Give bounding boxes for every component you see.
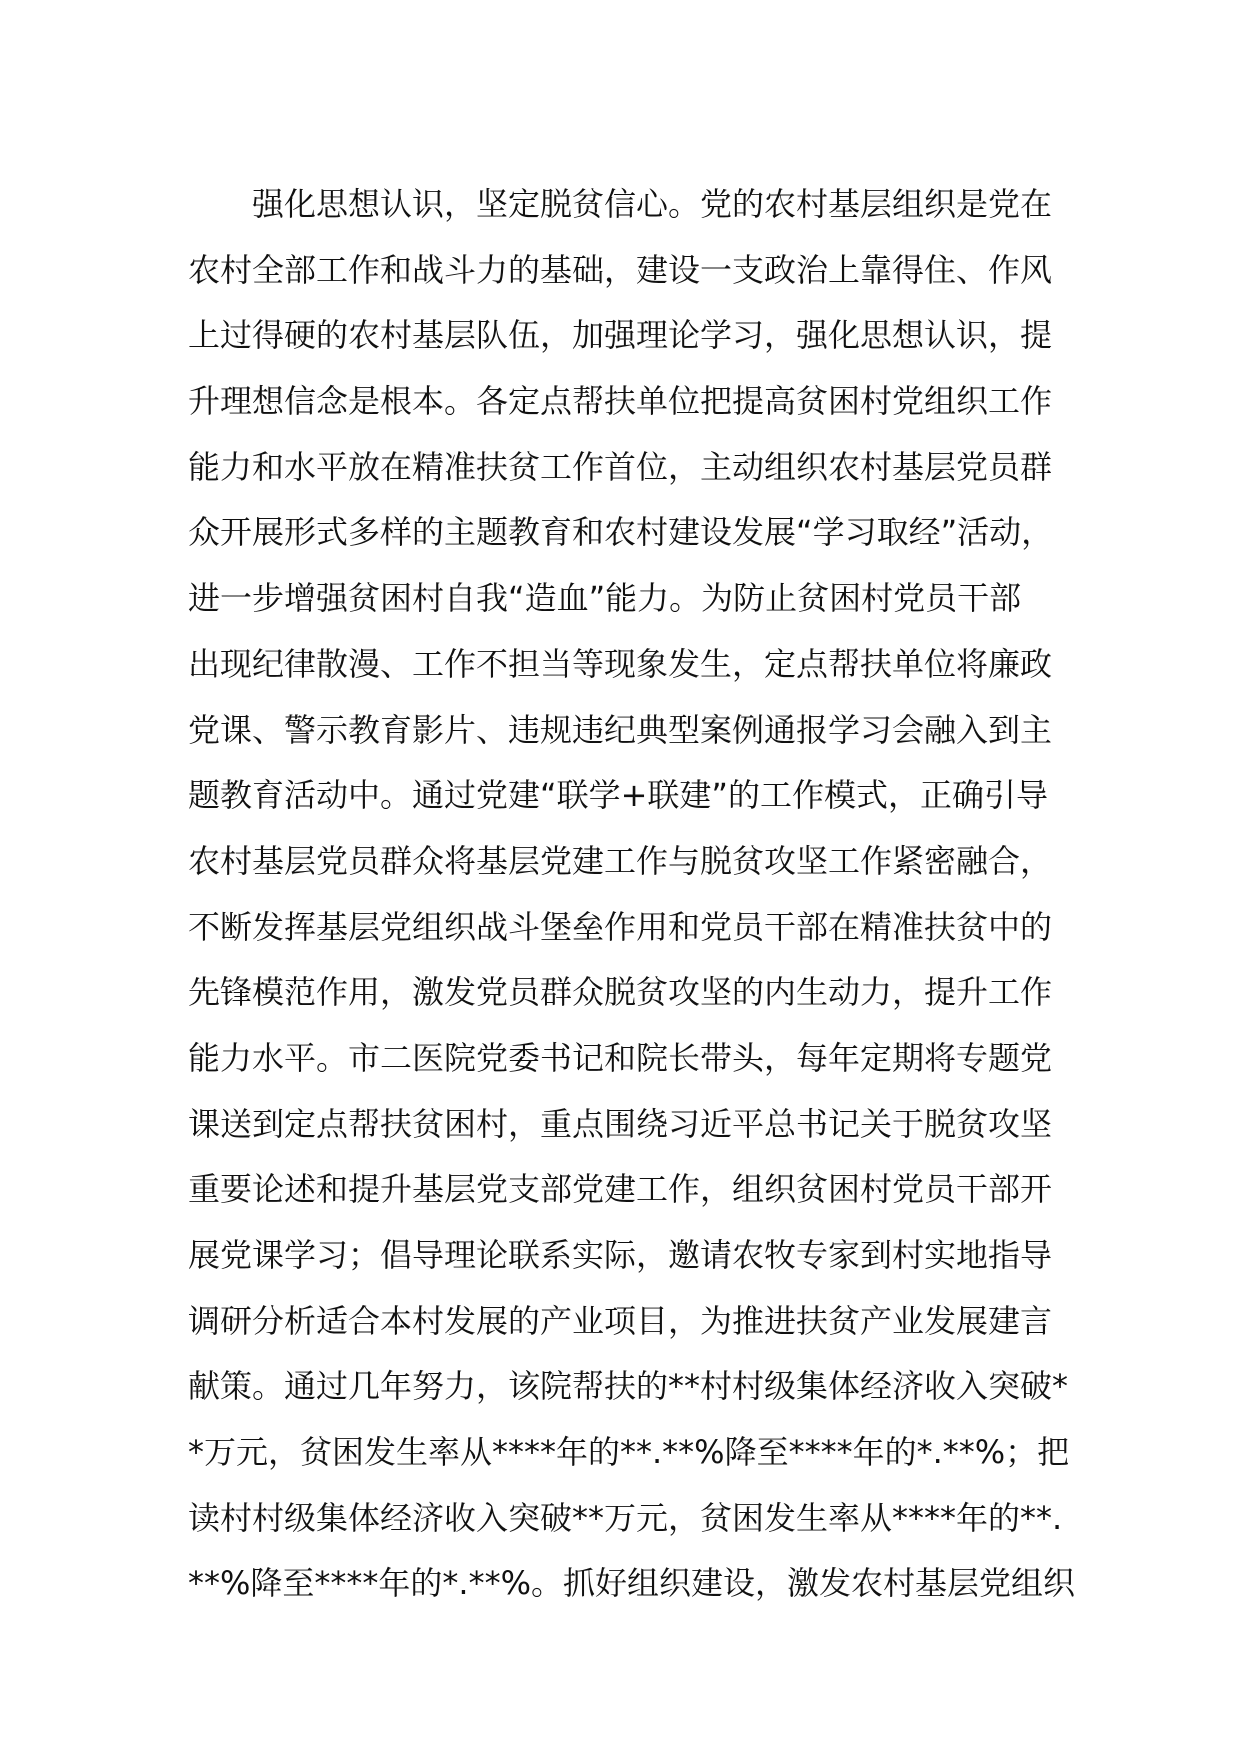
paragraph-line: 出现纪律散漫、工作不担当等现象发生，定点帮扶单位将廉政 [188, 644, 1053, 683]
paragraph-line: 展党课学习；倡导理论联系实际，邀请农牧专家到村实地指导 [188, 1236, 1053, 1274]
paragraph-line: 进一步增强贫困村自我“造血”能力。为防止贫困村党员干部 [188, 579, 1022, 618]
paragraph-line: 强化思想认识，坚定脱贫信心。党的农村基层组织是党在 [252, 185, 1053, 223]
paragraph-line: 能力水平。市二医院党委书记和院长带头，每年定期将专题党 [188, 1038, 1053, 1077]
paragraph-line: 党课、警示教育影片、违规违纪典型案例通报学习会融入到主 [188, 710, 1053, 749]
paragraph-line: 众开展形式多样的主题教育和农村建设发展“学习取经”活动， [188, 513, 1054, 552]
paragraph-line: 先锋模范作用，激发党员群众脱贫攻坚的内生动力，提升工作 [188, 973, 1053, 1012]
body-paragraph [188, 172, 1088, 1617]
paragraph-line: 读村村级集体经济收入突破**万元，贫困发生率从****年的**. [188, 1498, 1063, 1537]
paragraph-line: 不断发挥基层党组织战斗堡垒作用和党员干部在精准扶贫中的 [188, 907, 1053, 946]
paragraph-line: 课送到定点帮扶贫困村，重点围绕习近平总书记关于脱贫攻坚 [188, 1104, 1053, 1143]
paragraph-line: 上过得硬的农村基层队伍，加强理论学习，强化思想认识，提 [188, 316, 1053, 355]
paragraph-line: 重要论述和提升基层党支部党建工作，组织贫困村党员干部开 [188, 1170, 1053, 1209]
paragraph-line: 调研分析适合本村发展的产业项目，为推进扶贫产业发展建言 [188, 1301, 1053, 1340]
paragraph-line: 农村基层党员群众将基层党建工作与脱贫攻坚工作紧密融合， [188, 841, 1053, 880]
paragraph-line: 升理想信念是根本。各定点帮扶单位把提高贫困村党组织工作 [188, 382, 1053, 421]
paragraph-line: 献策。通过几年努力，该院帮扶的**村村级集体经济收入突破* [188, 1367, 1069, 1406]
paragraph-line: *万元，贫困发生率从****年的**.**%降至****年的*.**%；把 [188, 1433, 1070, 1472]
paragraph-line: 能力和水平放在精准扶贫工作首位，主动组织农村基层党员群 [188, 447, 1053, 486]
paragraph-line: 农村全部工作和战斗力的基础，建设一支政治上靠得住、作风 [188, 250, 1053, 289]
paragraph-line: 题教育活动中。通过党建“联学+联建”的工作模式，正确引导 [188, 776, 1048, 815]
paragraph-line: **%降至****年的*.**%。抓好组织建设，激发农村基层党组织 [188, 1564, 1075, 1603]
